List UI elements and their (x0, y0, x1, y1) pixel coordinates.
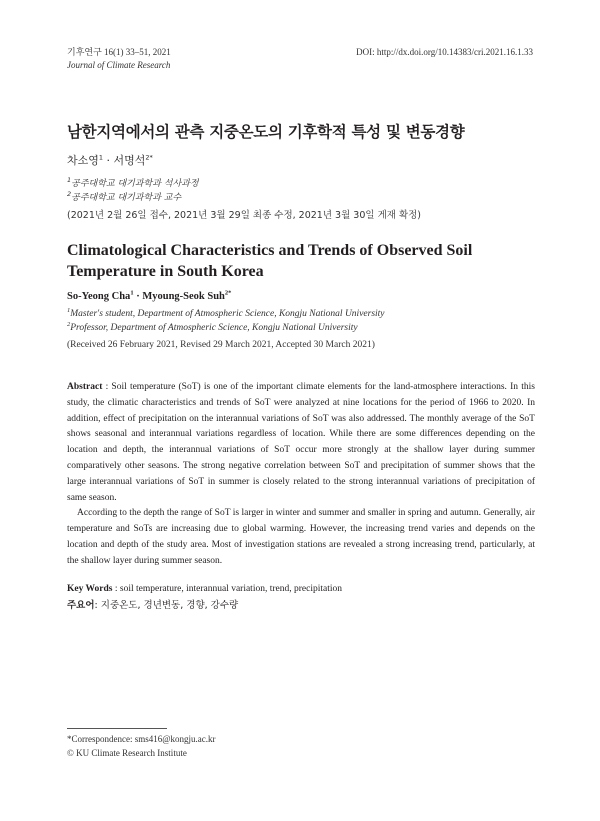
issue-info: 기후연구 16(1) 33–51, 2021 (67, 47, 171, 57)
english-aff2-sup: 2 (67, 320, 71, 328)
korean-aff2-sup: 2 (67, 190, 72, 198)
english-author-separator: · (133, 291, 143, 302)
english-authors (67, 291, 231, 302)
korean-author-separator: · (103, 154, 114, 167)
korean-author-2-sup: 2* (145, 153, 153, 162)
korean-title: 남한지역에서의 관측 지중온도의 기후학적 특성 및 변동경향 (67, 123, 465, 141)
abstract-label: Abstract (67, 382, 103, 392)
korean-affiliation-1 (67, 176, 199, 189)
english-author-2-sup: 2* (224, 289, 232, 297)
korean-affiliation-2 (67, 190, 181, 203)
korean-author-1: 차소영 (67, 154, 99, 167)
english-aff1-sup: 1 (67, 306, 71, 314)
abstract (67, 380, 535, 570)
korean-keywords-text: 지중온도, 경년변동, 경향, 강수량 (100, 600, 239, 611)
abstract-text-1: Soil temperature (SoT) is one of the important climate elements for the land-atmosphere interactions. In this study, the climatic characteristics and trends of SoT were analyzed at nine locations for the period of 1966 to 2020. In addition, effect of precipitation on the interannual variations of SoT was also addressed. The monthly average of the SoT shows seasonal and interannual variations regardless of location. While there are some differences depending on the location and depth, the interannual variations of SoT occur more strongly at the shallow layer during summer comparatively other seasons. The strong negative correlation between SoT and precipitation of summer shows that the large interannual variations of SoT in summer is closely related to the strong interannual variations of precipitation of same season. (67, 382, 535, 503)
keywords-colon: : (112, 584, 120, 594)
korean-dates: (2021년 2월 26일 접수, 2021년 3월 29일 최종 수정, 2021년 3월 30일 게재 확정) (67, 210, 422, 221)
korean-aff1-sup: 1 (67, 176, 72, 184)
footnote-divider (67, 728, 167, 729)
abstract-paragraph-1 (67, 380, 535, 506)
english-aff1-text: Master's student, Department of Atmospheric Science, Kongju National University (70, 309, 385, 319)
korean-keywords-colon: : (94, 600, 101, 611)
abstract-colon: : (102, 382, 112, 392)
keywords (67, 582, 535, 597)
korean-aff2-text: 공주대학교 대기과학과 교수 (71, 193, 182, 203)
running-header-left (67, 46, 171, 72)
journal-name: Journal of Climate Research (67, 60, 171, 70)
abstract-paragraph-2: According to the depth the range of SoT is larger in winter and summer and smaller in spring and autumn. Generally, air temperature and SoTs are increasing due to global warming. However, the increasing trend varies and depends on the location and depth of the study area. Most of investigation stations are revealed a strong increasing trend, particularly, at the shallow layer during summer season. (67, 508, 535, 566)
doi-link[interactable]: DOI: http://dx.doi.org/10.14383/cri.2021.16.1.33 (356, 47, 533, 57)
english-dates: (Received 26 February 2021, Revised 29 March 2021, Accepted 30 March 2021) (67, 340, 375, 350)
korean-author-1-sup: 1 (98, 153, 104, 162)
english-affiliation-2 (67, 320, 358, 333)
keywords-label: Key Words (67, 584, 113, 594)
korean-author-2: 서명석 (113, 154, 146, 167)
english-author-1: So-Yeong Cha (67, 291, 131, 302)
copyright-footnote: © KU Climate Research Institute (67, 748, 187, 758)
korean-keywords (67, 598, 535, 613)
correspondence-footnote: *Correspondence: sms416@kongju.ac.kr (67, 734, 216, 744)
keywords-text: soil temperature, interannual variation, trend, precipitation (119, 584, 342, 594)
korean-aff1-text: 공주대학교 대기과학과 석사과정 (71, 179, 199, 189)
english-affiliation-1 (67, 306, 385, 319)
english-author-2: Myoung-Seok Suh (142, 291, 225, 302)
korean-authors (67, 152, 153, 168)
korean-keywords-label: 주요어 (67, 600, 95, 611)
english-aff2-text: Professor, Department of Atmospheric Science, Kongju National University (70, 323, 358, 333)
english-author-1-sup: 1 (130, 289, 134, 297)
english-title: Climatological Characteristics and Trends of Observed Soil Temperature in South Korea (67, 242, 473, 280)
